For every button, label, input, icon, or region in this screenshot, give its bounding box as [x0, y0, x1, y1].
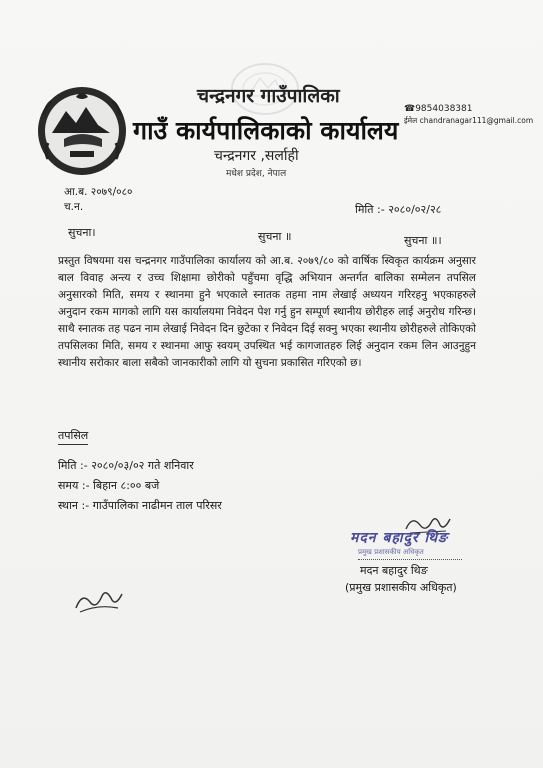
reference-number: च.न. [64, 201, 84, 213]
event-time: समय :- बिहान ८:०० बजे [58, 479, 160, 492]
office-title: गाउँ कार्यपालिकाको कार्यालय [133, 116, 399, 145]
signatory-title: (प्रमुख प्रशासकीय अधिकृत) [345, 581, 457, 594]
office-address: चन्द्रनगर ,सर्लाही [214, 148, 299, 164]
initial-scribble [70, 582, 126, 616]
signatory-name: मदन बहादुर थिङ [360, 564, 428, 577]
province: मधेश प्रदेश, नेपाल [226, 169, 287, 179]
notice-heading-2: सुचना ॥ [258, 230, 292, 243]
letter-date: मिति :- २०८०/०२/२८ [355, 203, 442, 216]
signature-stamp: मदन बहादुर थिङ [350, 530, 449, 546]
notice-body: प्रस्तुत विषयमा यस चन्द्रनगर गाउँपालिका कार्यालय को आ.ब. २०७९/८० को वार्षिक स्विकृत कार्यक्रम अनुसार बाल विवाह अन्त्य र उच्च शिक्षामा छोरीको पहुँचमा वृद्धि अभियान अन्तर्गत बालिका सम्मेलन तपसिल अनुसारको मिति, समय र स्थानमा हुने भएकाले स्नातक तहमा नाम लेखाई अध्ययन गरिरहनु भएकाहरुले अनुदान रकम मागको लागि यस कार्यालयमा निवेदन पेश गर्नु हुन सम्पूर्ण स्थानीय छोरीहरु लाई अनुरोध गरिन्छ। साथै स्नातक तह पढन नाम लेखाई निवेदन दिन छुटेका र निवेदन दिई सक्नु भएका स्थानीय छोरीहरुले तोकिएको तपसिलका मिति, समय र स्थानमा आफु स्वयम् उपस्थित भई कागजातहरु लिई अनुदान रकम लिन आउनुहुन स्थानीय सरोकार बाला सबैको जानकारीको लागि यो सुचना प्रकासित गरिएको छ। [58, 255, 476, 369]
details-heading: तपसिल [58, 428, 88, 445]
phone-number: ☎9854038381 [404, 104, 473, 114]
event-date: मिति :- २०८०/०३/०२ गते शनिवार [58, 459, 194, 472]
event-venue: स्थान :- गाउँपालिका नाढीमन ताल परिसर [58, 499, 222, 512]
fiscal-year: आ.ब. २०७९/०८० [64, 186, 133, 198]
signature-stamp-subtitle: प्रमुख प्रशासकीय अधिकृत [358, 548, 462, 560]
notice-heading-3: सुचना ॥। [404, 234, 442, 247]
email-address: ईमेल chandranagar111@gmail.com [404, 116, 534, 125]
nepal-emblem-icon [36, 85, 128, 177]
notice-heading-1: सुचना। [68, 226, 96, 239]
municipality-name: चन्द्रनगर गाउँपालिका [197, 85, 340, 107]
